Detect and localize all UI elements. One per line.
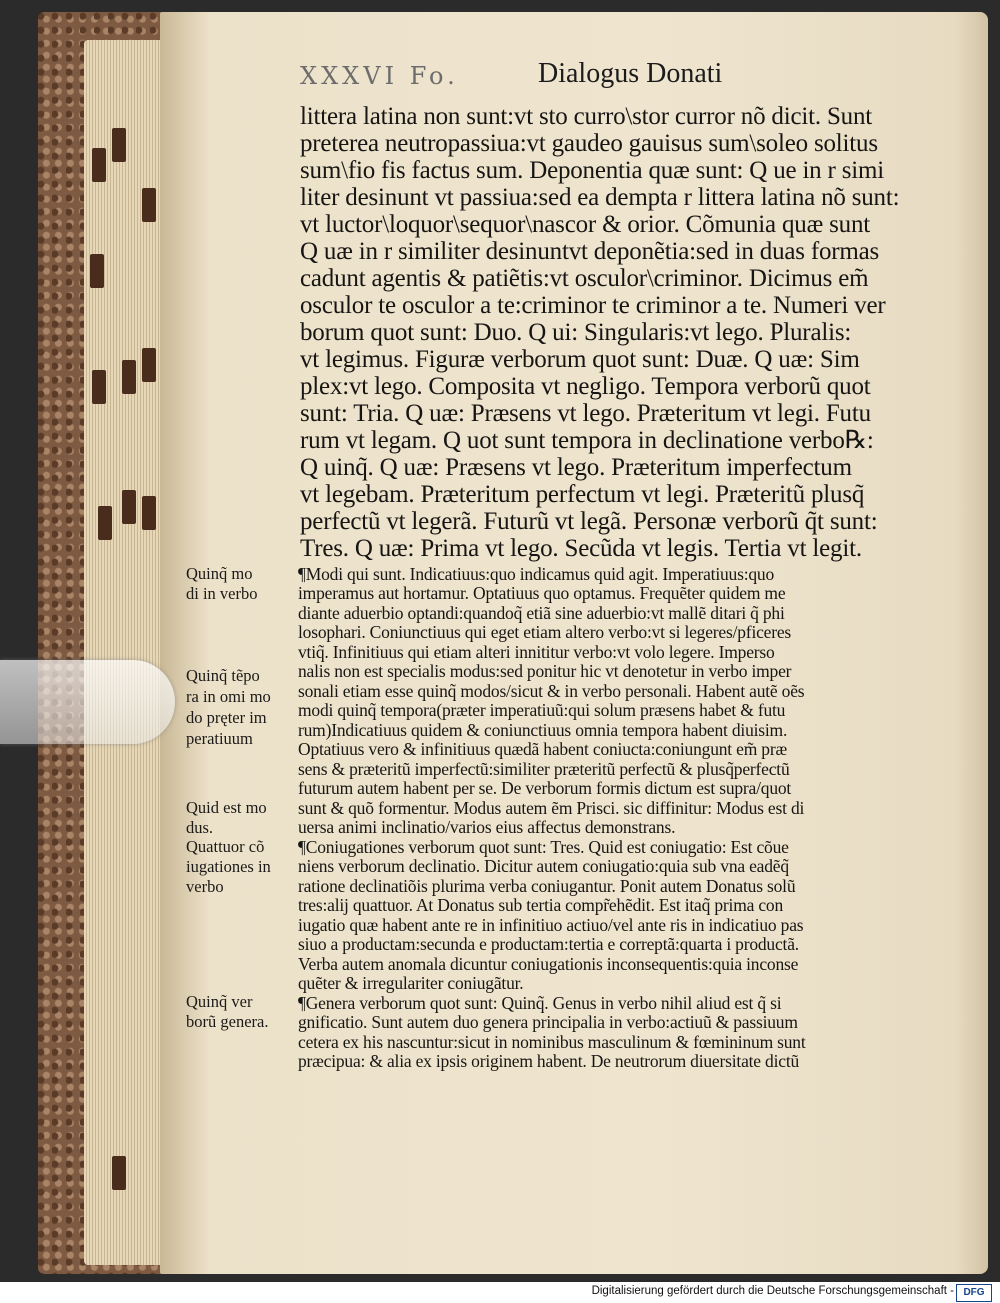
commentary-line: futurum autem habent per se. De verborum formis dictum est supra/quot bbox=[298, 778, 792, 798]
commentary-line: nalis non est specialis modus:sed ponitur hic vt denotetur in verbo imper bbox=[298, 661, 792, 681]
commentary-line: vtiq̃. Infinitiuus qui etiam alteri innititur verbo:vt volo legere. Imperso bbox=[298, 642, 775, 662]
commentary-line: ¶Genera verborum quot sunt: Quinq̃. Genus in verbo nihil aliud est q̃ si bbox=[298, 993, 782, 1013]
text-line: perfectũ vt legerã. Futurũ vt legã. Personæ verborũ q̃t sunt: bbox=[300, 508, 878, 535]
text-line: preterea neutropassiua:vt gaudeo gauisus sum\soleo solitus bbox=[300, 130, 878, 157]
bookmark-tab bbox=[122, 490, 136, 524]
commentary-line: niens verborum declinatio. Dicitur autem coniugatio:quia sub vna eadẽq̃ bbox=[298, 856, 789, 876]
commentary-line: siuo a productam:secunda e productam:tertia e correptã:quarta i productã. bbox=[298, 934, 799, 954]
text-line: cadunt agentis & patiẽtis:vt osculor\criminor. Dicimus em̃ bbox=[300, 265, 869, 292]
text-line: vt legebam. Præteritum perfectum vt legi. Præteritũ plusq̃ bbox=[300, 481, 865, 508]
commentary-line: ¶Modi qui sunt. Indicatiuus:quo indicamus quid agit. Imperatiuus:quo bbox=[298, 564, 775, 584]
commentary-line: Optatiuus vero & infinitiuus quædã habent coniucta:coniungunt em̃ præ bbox=[298, 739, 787, 759]
dfg-logo: DFG bbox=[956, 1284, 992, 1302]
bookmark-tab bbox=[142, 188, 156, 222]
text-line: Q uinq̃. Q uæ: Præsens vt lego. Præteritum imperfectum bbox=[300, 454, 852, 481]
commentary-line: sens & præteritũ imperfectũ:similiter præteritũ perfectũ & plusq̃perfectũ bbox=[298, 759, 790, 779]
commentary-line: iugatio quæ habent ante re in infinitiuo actiuo/vel ante ris in indicatiuo pas bbox=[298, 915, 804, 935]
marginal-note: di in verbo bbox=[186, 584, 258, 603]
commentary-line: tres:alij quattuor. At Donatus sub tertia compr̃ehẽdit. Est itaq̃ prima con bbox=[298, 895, 784, 915]
text-line: osculor te osculor a te:criminor te criminor a te. Numeri ver bbox=[300, 292, 886, 319]
commentary-line: uersa animi inclinatio/varios eius affectus demonstrans. bbox=[298, 817, 676, 837]
text-line: Q uæ in r similiter desinuntvt deponẽtia:sed in duas formas bbox=[300, 238, 880, 265]
bookmark-tab bbox=[92, 148, 106, 182]
commentary-line: ¶Coniugationes verborum quot sunt: Tres. Quid est coniugatio: Est cõue bbox=[298, 837, 789, 857]
text-line: vt legimus. Figuræ verborum quot sunt: Duæ. Q uæ: Sim bbox=[300, 346, 860, 373]
folio-number: XXXVI Fo. bbox=[300, 62, 459, 90]
commentary-line: imperamus aut hortamur. Optatiuus quo optamus. Frequẽter quidem me bbox=[298, 583, 786, 603]
commentary-line: cetera ex his nascuntur:sicut in nominibus masculinum & fœmininum sunt bbox=[298, 1032, 806, 1052]
bookmark-tab bbox=[98, 506, 112, 540]
commentary-line: losophari. Coniunctiuus qui eget etiam altero verbo:vt si legeres/pficeres bbox=[298, 622, 792, 642]
text-line: liter desinunt vt passiua:sed ea dempta r littera latina nõ sunt: bbox=[300, 184, 900, 211]
commentary-line: sonali etiam esse quinq̃ modos/sicut & in verbo personali. Habent autẽ oẽs bbox=[298, 681, 805, 701]
text-line: sunt: Tria. Q uæ: Præsens vt lego. Præteritum vt legi. Futu bbox=[300, 400, 871, 427]
commentary-line: præcipua: & alia ex ipsis originem habent. De neutrorum diuersitate dictũ bbox=[298, 1051, 800, 1071]
footer-bar bbox=[0, 1282, 1000, 1303]
bookmark-tab bbox=[90, 254, 104, 288]
commentary-line: modi quinq̃ tempora(præter imperatiuũ:qui solum præsens habet & futu bbox=[298, 700, 786, 720]
marginal-note: borũ genera. bbox=[186, 1012, 269, 1031]
bookmark-tab bbox=[142, 496, 156, 530]
glass-ruler bbox=[0, 660, 175, 744]
text-line: sum\fio fis factus sum. Deponentia quæ sunt: Q ue in r simi bbox=[300, 157, 884, 184]
bookmark-tab bbox=[112, 1156, 126, 1190]
marginal-note: Quid est mo bbox=[186, 798, 267, 817]
commentary-line: ratione declinatiõis plurima verba coniugantur. Ponit autem Donatus solũ bbox=[298, 876, 796, 896]
marginal-note: do pręter im bbox=[186, 708, 267, 727]
commentary-line: diante aduerbio optandi:quandoq̃ etiã sine aduerbio:vt mallẽ ditari q̃ phi bbox=[298, 603, 785, 623]
text-line: vt luctor\loquor\sequor\nascor & orior. Cõmunia quæ sunt bbox=[300, 211, 870, 238]
text-line: plex:vt lego. Composita vt negligo. Tempora verborũ quot bbox=[300, 373, 871, 400]
running-title: Dialogus Donati bbox=[538, 58, 723, 89]
commentary-line: quẽter & irregulariter coniugãtur. bbox=[298, 973, 524, 993]
marginal-note: ra in omi mo bbox=[186, 687, 271, 706]
text-line: Tres. Q uæ: Prima vt lego. Secũda vt legis. Tertia vt legit. bbox=[300, 535, 862, 562]
marginal-note: peratiuum bbox=[186, 729, 253, 748]
bookmark-tab bbox=[142, 348, 156, 382]
text-line: rum vt legam. Q uot sunt tempora in declinatione verbo℞: bbox=[300, 427, 874, 454]
commentary-line: Verba autem anomala dicuntur coniugationis inconsequentis:quia inconse bbox=[298, 954, 799, 974]
marginal-note: Quinq̃ mo bbox=[186, 564, 253, 583]
funding-credit: Digitalisierung gefördert durch die Deutsche Forschungsgemeinschaft - bbox=[591, 1285, 954, 1297]
bookmark-tab bbox=[112, 128, 126, 162]
marginal-note: iugationes in bbox=[186, 857, 271, 876]
text-line: littera latina non sunt:vt sto curro\stor curror nõ dicit. Sunt bbox=[300, 103, 873, 130]
marginal-note: Quattuor cõ bbox=[186, 837, 265, 856]
commentary-line: rum)Indicatiuus quidem & coniunctiuus omnia tempora habent diuisim. bbox=[298, 720, 788, 740]
commentary-line: gnificatio. Sunt autem duo genera principalia in verbo:actiuũ & passiuum bbox=[298, 1012, 798, 1032]
marginal-note: Quinq̃ tẽpo bbox=[186, 666, 260, 685]
commentary-line: sunt & quõ formentur. Modus autem ẽm Prisci. sic diffinitur: Modus est di bbox=[298, 798, 805, 818]
bookmark-tab bbox=[92, 370, 106, 404]
marginal-note: Quinq̃ ver bbox=[186, 992, 253, 1011]
text-line: borum quot sunt: Duo. Q ui: Singularis:vt lego. Pluralis: bbox=[300, 319, 852, 346]
marginal-note: dus. bbox=[186, 818, 214, 837]
bookmark-tab bbox=[122, 360, 136, 394]
marginal-note: verbo bbox=[186, 877, 224, 896]
